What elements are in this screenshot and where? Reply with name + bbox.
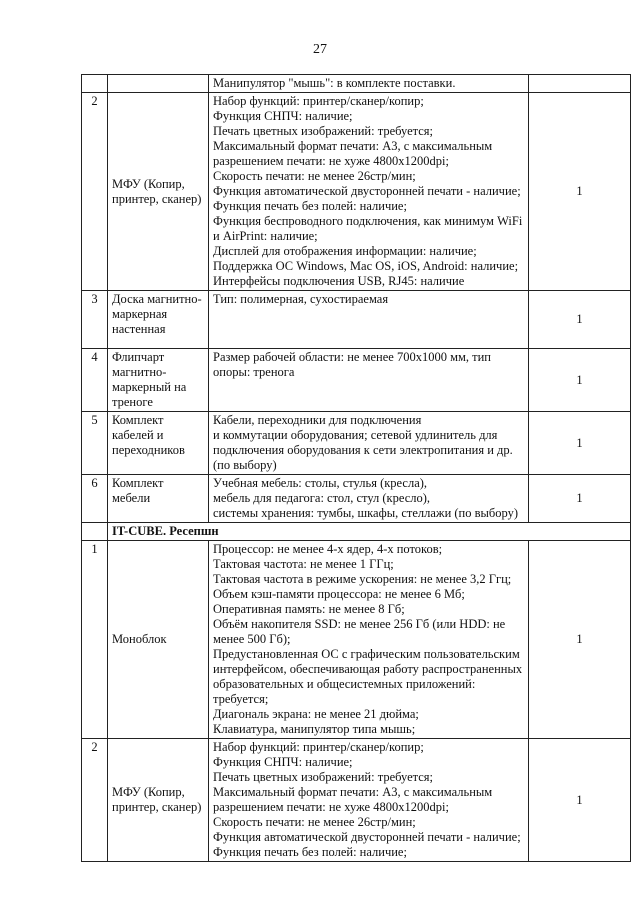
item-name: МФУ (Копир, принтер, сканер) <box>108 93 209 291</box>
spec-line: Печать цветных изображений: требуется; <box>213 124 434 138</box>
item-specification <box>209 291 529 349</box>
spec-line: Оперативная память: не менее 8 Гб; <box>213 602 405 616</box>
table-row <box>82 541 631 739</box>
item-specification <box>209 349 529 412</box>
spec-line: Размер рабочей области: не менее 700х1000 мм, тип опоры: тренога <box>213 350 491 379</box>
item-number: 1 <box>82 541 108 739</box>
item-name: Комплект кабелей и переходников <box>108 412 209 475</box>
item-name: Флипчарт магнитно-маркерный на треноге <box>108 349 209 412</box>
table-row <box>82 75 631 93</box>
item-quantity: 1 <box>529 93 631 291</box>
spec-line: Функция печать без полей: наличие; <box>213 845 407 859</box>
item-quantity: 1 <box>529 739 631 862</box>
item-quantity: 1 <box>529 291 631 349</box>
spec-line: Максимальный формат печати: А3, с максимальным разрешением печати: не хуже 4800х1200dpi; <box>213 139 493 168</box>
spec-line: Максимальный формат печати: А3, с максимальным разрешением печати: не хуже 4800х1200dpi; <box>213 785 493 814</box>
spec-line: Учебная мебель: столы, стулья (кресла), <box>213 476 428 490</box>
item-specification <box>209 739 529 862</box>
item-name: Доска магнитно-маркерная настенная <box>108 291 209 349</box>
table-row <box>82 93 631 291</box>
spec-line: Кабели, переходники для подключения <box>213 413 422 427</box>
spec-line: Процессор: не менее 4-х ядер, 4-х потоков; <box>213 542 443 556</box>
item-specification <box>209 75 529 93</box>
table-row <box>82 739 631 862</box>
item-quantity: 1 <box>529 349 631 412</box>
spec-line: Функция СНПЧ: наличие; <box>213 109 353 123</box>
item-number: 2 <box>82 93 108 291</box>
table-row <box>82 475 631 523</box>
spec-line: Поддержка ОС Windows, Mac OS, iOS, Android: наличие; <box>213 259 519 273</box>
spec-line: Печать цветных изображений: требуется; <box>213 770 434 784</box>
item-quantity: 1 <box>529 475 631 523</box>
spec-line: Тип: полимерная, сухостираемая <box>213 292 389 306</box>
item-name: Моноблок <box>108 541 209 739</box>
table-row <box>82 349 631 412</box>
spec-line: и коммутации оборудования; сетевой удлинитель для подключения оборудования к сети электропитания и др. (по выбору) <box>213 428 513 472</box>
spec-line: Скорость печати: не менее 26стр/мин; <box>213 815 416 829</box>
spec-line: Набор функций: принтер/сканер/копир; <box>213 740 424 754</box>
table-row <box>82 291 631 349</box>
item-number <box>82 75 108 93</box>
item-specification <box>209 475 529 523</box>
item-quantity: 1 <box>529 412 631 475</box>
item-name: Комплект мебели <box>108 475 209 523</box>
spec-line: Диагональ экрана: не менее 21 дюйма; <box>213 707 419 721</box>
item-number: 5 <box>82 412 108 475</box>
spec-line: Тактовая частота: не менее 1 ГГц; <box>213 557 394 571</box>
item-name: МФУ (Копир, принтер, сканер) <box>108 739 209 862</box>
spec-line: Объём накопителя SSD: не менее 256 Гб (или HDD: не менее 500 Гб); <box>213 617 506 646</box>
item-specification <box>209 412 529 475</box>
spec-line: Функция беспроводного подключения, как минимум WiFi и AirPrint: наличие; <box>213 214 523 243</box>
spec-line: мебель для педагога: стол, стул (кресло), <box>213 491 431 505</box>
table-row <box>82 412 631 475</box>
spec-line: Функция СНПЧ: наличие; <box>213 755 353 769</box>
section-row <box>82 523 631 541</box>
spec-line: Предустановленная ОС с графическим пользовательским интерфейсом, обеспечивающая работу распространенных образовательных и общесистемных приложений: требуется; <box>213 647 523 706</box>
item-number: 3 <box>82 291 108 349</box>
specification-table <box>81 74 631 862</box>
item-quantity <box>529 75 631 93</box>
item-number: 4 <box>82 349 108 412</box>
spec-line: Функция печать без полей: наличие; <box>213 199 407 213</box>
spec-line: Набор функций: принтер/сканер/копир; <box>213 94 424 108</box>
spec-line: Дисплей для отображения информации: наличие; <box>213 244 477 258</box>
spec-line: Тактовая частота в режиме ускорения: не менее 3,2 Ггц; <box>213 572 512 586</box>
spec-line: Функция автоматической двусторонней печати - наличие; <box>213 184 521 198</box>
item-name <box>108 75 209 93</box>
item-specification <box>209 93 529 291</box>
section-title: IT-CUBE. Ресепшн <box>108 523 631 541</box>
page-number: 27 <box>313 42 327 57</box>
spec-line: Функция автоматической двусторонней печати - наличие; <box>213 830 521 844</box>
spec-line: Клавиатура, манипулятор типа мышь; <box>213 722 416 736</box>
item-quantity: 1 <box>529 541 631 739</box>
empty-cell <box>82 523 108 541</box>
spec-line: Объем кэш-памяти процессора: не менее 6 Мб; <box>213 587 465 601</box>
spec-line: Интерфейсы подключения USB, RJ45: наличие <box>213 274 465 288</box>
spec-line: системы хранения: тумбы, шкафы, стеллажи (по выбору) <box>213 506 519 520</box>
spec-line: Скорость печати: не менее 26стр/мин; <box>213 169 416 183</box>
item-number: 2 <box>82 739 108 862</box>
item-number: 6 <box>82 475 108 523</box>
item-specification <box>209 541 529 739</box>
spec-line: Манипулятор "мышь": в комплекте поставки. <box>213 76 456 90</box>
